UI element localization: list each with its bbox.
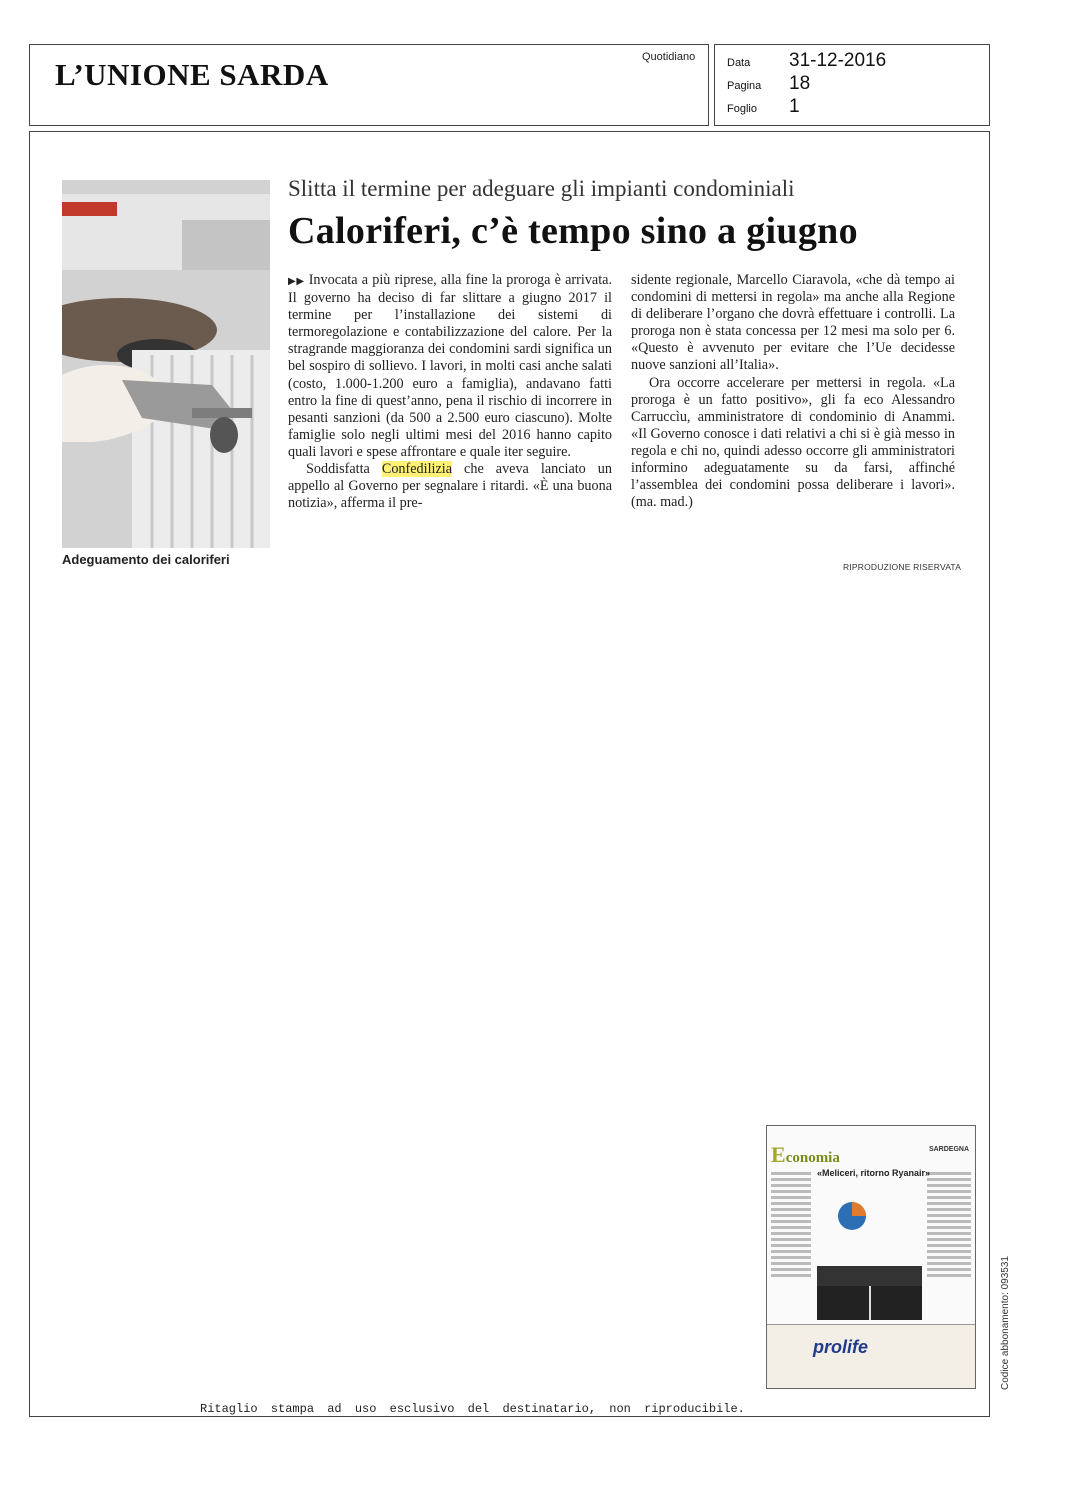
meta-date-label: Data [727, 57, 751, 69]
radiator-photo [62, 180, 270, 548]
thumbnail-headline: «Meliceri, ritorno Ryanair» [817, 1168, 931, 1178]
meta-page-row [727, 73, 810, 95]
paragraph-text: Soddisfatta [306, 461, 382, 478]
subscription-code: Codice abbonamento: 093531 [1000, 1256, 1011, 1390]
photo-caption: Adeguamento dei caloriferi [62, 552, 230, 567]
newspaper-masthead: L’UNIONE SARDA [55, 57, 329, 92]
meta-sheet-row [727, 96, 800, 118]
copyright-credit: RIPRODUZIONE RISERVATA [843, 562, 962, 572]
article-column-1 [288, 272, 612, 512]
meta-sheet-value: 1 [789, 96, 800, 117]
meta-date-row [727, 50, 886, 72]
footer-disclaimer: Ritaglio stampa ad uso esclusivo del destinatario, non riproducibile. [200, 1402, 745, 1416]
article-headline: Caloriferi, c’è tempo sino a giugno [288, 210, 858, 252]
lead-arrow-icon: ▶▶ [288, 276, 305, 287]
meta-page-value: 18 [789, 73, 811, 94]
paragraph-text: Invocata a più riprese, alla fine la proroga è arrivata. Il governo ha deciso di far slittare a giugno 2017 il termine per l’installazione dei sistemi di termoregolazione e contabilizzazione del calore. Per la stragrande maggioranza dei condomini sardi significa un bel sospiro di sollievo. I lavori, in molti casi anche salati (costo, 1.000-1.200 euro a famiglia), andavano fatti entro la fine di quest’anno, pena il rischio di incorrere in pesanti sanzioni (da 500 a 2.500 euro ciascuno). Molte famiglie solo negli ultimi mesi del 2016 hanno capito quali lavori e spese affrontare e quale iter seguire. [288, 272, 612, 460]
article-column-2 [631, 272, 955, 511]
thumbnail-advert [767, 1324, 975, 1389]
meta-sheet-label: Foglio [727, 103, 757, 115]
paragraph [288, 461, 612, 512]
meta-page-label: Pagina [727, 80, 762, 92]
paragraph [288, 272, 612, 461]
section-initial: E [771, 1142, 786, 1167]
section-rest: conomia [785, 1150, 840, 1166]
paragraph: sidente regionale, Marcello Ciaravola, «che dà tempo ai condomini di mettersi in regola» ma anche alla Regione di deliberare l’organo che dovrà effettuare i controlli. La proroga non è stata concessa per 12 mesi ma solo per 6. «Questo è avvenuto per evitare che l’Ue decidesse nuove sanzioni all’Italia». [631, 272, 955, 374]
page-thumbnail [766, 1125, 976, 1389]
publication-type: Quotidiano [642, 51, 696, 63]
advert-brand: prolife [813, 1337, 869, 1357]
paragraph: Ora occorre accelerare per mettersi in regola. «La proroga è un fatto positivo», gli fa eco Alessandro Carruccìu, amministratore di condominio di Anammi. «Il Governo conosce i dati relativi a chi si è già messo in regola e chi no, quindi adesso occorre gli amministratori informino adeguatamente su da farsi, affinché l’assemblea dei condomini possa deliberare i lavori». (ma. mad.) [631, 374, 955, 511]
meta-date-value: 31-12-2016 [789, 50, 887, 71]
thumbnail-brand-logo: SARDEGNA [928, 1146, 969, 1153]
article-kicker: Slitta il termine per adeguare gli impianti condominiali [288, 176, 795, 201]
radiator-illustration [62, 180, 270, 548]
highlighted-term: Confedilizia [381, 461, 453, 478]
thumbnail-layout-graphic [767, 1126, 975, 1326]
paragraph-text: che aveva lanciato un appello al Governo per segnalare i ritardi. «È una buona notizia», afferma il pre- [288, 461, 612, 512]
